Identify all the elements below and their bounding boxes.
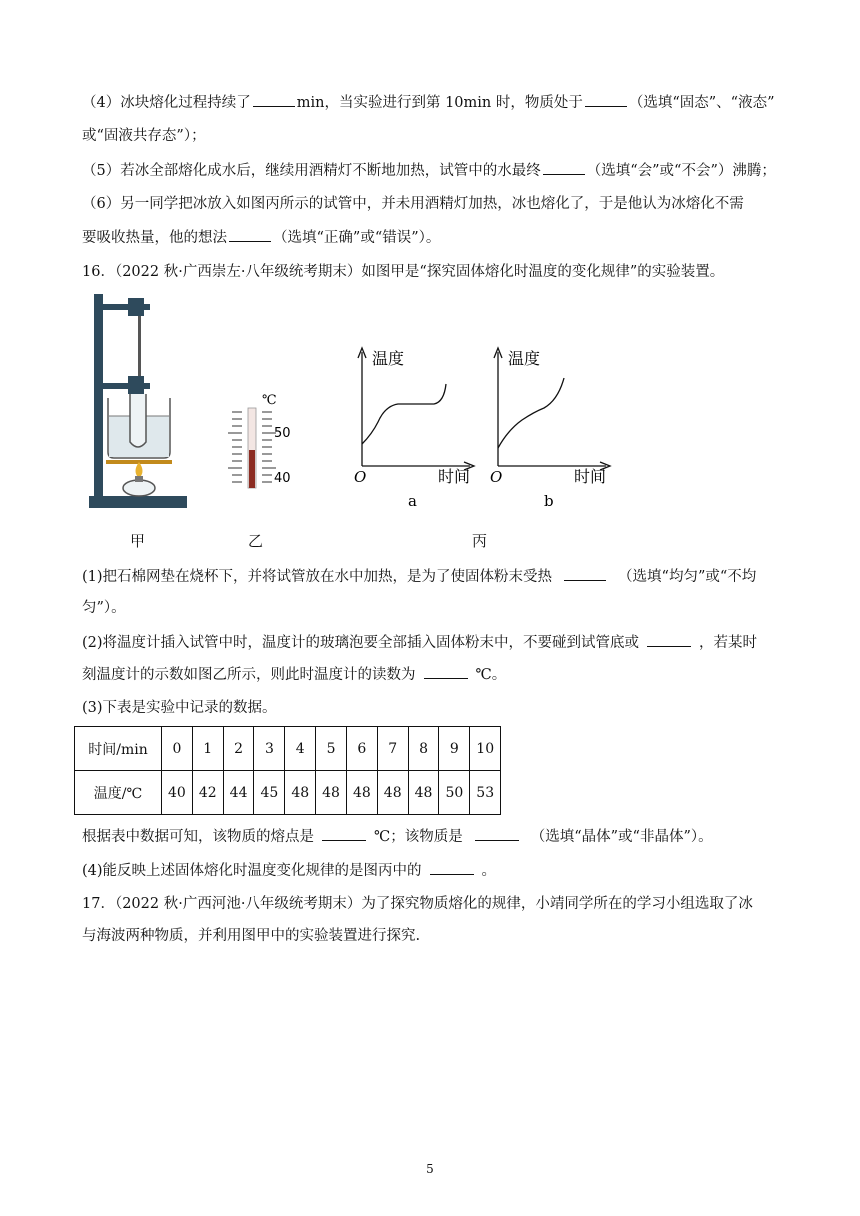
q17-stem-line1: 17．（2022 秋·广西河池·八年级统考期末）为了探究物质熔化的规律，小靖同学所在的学习小组选取了冰 (82, 896, 753, 912)
table-cell: 40 (162, 771, 193, 815)
test-tube (130, 394, 146, 447)
caption-bing: 丙 (472, 532, 488, 550)
table-cell: 48 (377, 771, 408, 815)
q16-part2-line1: (2)将温度计插入试管中时，温度计的玻璃泡要全部插入固体粉末中，不要碰到试管底或 ，若某时 (82, 632, 780, 653)
caption-yi: 乙 (248, 532, 264, 550)
table-row-temperature (75, 771, 501, 815)
table-header-time: 时间/min (75, 727, 162, 771)
caption-jia: 甲 (130, 532, 146, 550)
q16-part1-line1: (1)把石棉网垫在烧杯下，并将试管放在水中加热，是为了使固体粉末受热 （选填“均匀”或“不均 (82, 566, 780, 587)
graph-a (350, 344, 480, 512)
thermometer-unit: ℃ (262, 393, 277, 408)
q15-part6-line1: （6）另一同学把冰放入如图丙所示的试管中，并未用酒精灯加热，冰也熔化了，于是他认为冰熔化不需 (82, 196, 744, 212)
clamp-middle (128, 376, 144, 394)
page-number: 5 (426, 1162, 434, 1176)
thermometer-liquid (249, 450, 255, 488)
table-cell: 48 (408, 771, 439, 815)
table-header-temperature: 温度/℃ (75, 771, 162, 815)
data-table (74, 726, 501, 815)
table-cell: 44 (223, 771, 254, 815)
stand-pole (94, 294, 103, 498)
answer-blank[interactable] (543, 160, 585, 175)
stand-base (89, 496, 187, 508)
graph-b-xlabel: 时间 (574, 467, 607, 486)
answer-blank[interactable] (647, 632, 691, 647)
table-cell: 2 (223, 727, 254, 771)
q16-stem: 16．（2022 秋·广西崇左·八年级统考期末）如图甲是“探究固体熔化时温度的变化规律”的实验装置。 (82, 264, 725, 280)
q16-part1-line2: 匀”）。 (82, 600, 126, 616)
q15-part6-line2: 要吸收热量，他的想法 （选填“正确”或“错误”）。 (82, 227, 780, 248)
table-cell: 10 (470, 727, 501, 771)
q16-part3-answer: 根据表中数据可知，该物质的熔点是 ℃；该物质是 （选填“晶体”或“非晶体”）。 (82, 826, 780, 847)
graph-a-origin: O (354, 468, 367, 486)
table-cell: 48 (285, 771, 316, 815)
table-cell: 8 (408, 727, 439, 771)
graph-b-ylabel: 温度 (508, 349, 541, 368)
answer-blank[interactable] (253, 92, 295, 107)
answer-blank[interactable] (564, 566, 606, 581)
answer-blank[interactable] (475, 826, 519, 841)
q15-part5: （5）若冰全部熔化成水后，继续用酒精灯不断地加热，试管中的水最终 （选填“会”或“不会”）沸腾； (82, 160, 780, 181)
table-cell: 53 (470, 771, 501, 815)
graph-a-name: a (408, 492, 417, 510)
table-cell: 7 (377, 727, 408, 771)
table-cell: 50 (439, 771, 470, 815)
clamp-top (128, 298, 144, 316)
answer-blank[interactable] (322, 826, 366, 841)
apparatus-figure (84, 290, 194, 512)
graph-a-xlabel: 时间 (438, 467, 471, 486)
table-row-time (75, 727, 501, 771)
q17-stem-line2: 与海波两种物质，并利用图甲中的实验装置进行探究. (82, 928, 421, 944)
q15-part4-line2: 或“固液共存态”）； (82, 128, 206, 144)
thermometer-label-40: 40 (274, 471, 291, 486)
answer-blank[interactable] (424, 664, 468, 679)
table-cell: 5 (316, 727, 347, 771)
answer-blank[interactable] (430, 860, 474, 875)
graph-b-curve (498, 378, 564, 448)
thermometer-label-50: 50 (274, 426, 291, 441)
q16-part4: (4)能反映上述固体熔化时温度变化规律的是图丙中的 。 (82, 860, 780, 881)
table-cell: 4 (285, 727, 316, 771)
table-cell: 1 (192, 727, 223, 771)
alcohol-lamp (123, 480, 155, 496)
graph-b-origin: O (490, 468, 503, 486)
q15-part4-line1: （4）冰块熔化过程持续了 min，当实验进行到第 10min 时，物质处于 （选填“固态”、“液态” (82, 92, 780, 113)
table-cell: 3 (254, 727, 285, 771)
table-cell: 42 (192, 771, 223, 815)
thermometer-scale-figure (224, 388, 304, 492)
table-cell: 9 (439, 727, 470, 771)
q16-part2-line2: 刻温度计的示数如图乙所示，则此时温度计的读数为 ℃。 (82, 664, 780, 685)
graph-a-curve (362, 384, 446, 444)
table-cell: 6 (346, 727, 377, 771)
graph-b-name: b (544, 492, 554, 510)
table-cell: 48 (316, 771, 347, 815)
answer-blank[interactable] (585, 92, 627, 107)
table-cell: 0 (162, 727, 193, 771)
answer-blank[interactable] (229, 227, 271, 242)
graph-b (486, 344, 616, 512)
graph-a-ylabel: 温度 (372, 349, 405, 368)
q16-part3: (3)下表是实验中记录的数据。 (82, 700, 277, 716)
table-cell: 45 (254, 771, 285, 815)
flame (136, 462, 143, 478)
table-cell: 48 (346, 771, 377, 815)
